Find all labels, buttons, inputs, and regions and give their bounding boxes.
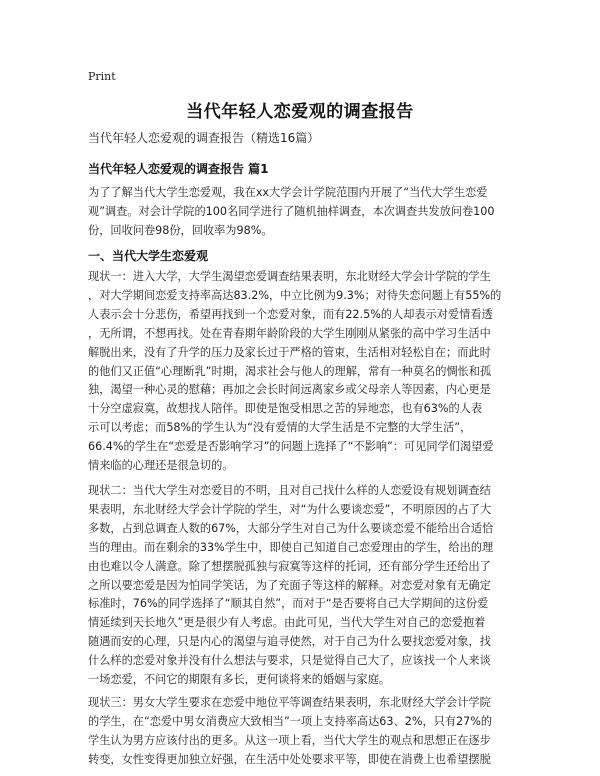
paragraph-line: 果表明，东北财经大学会计学院的学生，对“为什么要谈恋爱”，不明原因的占了大 xyxy=(88,502,492,516)
status-one-paragraph xyxy=(88,268,514,476)
paragraph-line: 解脱出来，没有了升学的压力及家长过于严格的管束，生活相对轻松自在；而此时 xyxy=(88,345,491,359)
paragraph-line: 一场恋爱，不问它的期限有多长，更何谈将来的婚姻与家庭。 xyxy=(88,673,391,687)
section-heading-part1: 当代年轻人恋爱观的调查报告 篇1 xyxy=(88,162,269,176)
paragraph-line: 示可以考虑；而58%的学生认为“没有爱情的大学生活是不完整的大学生活”， xyxy=(88,421,472,435)
print-label: Print xyxy=(88,70,116,83)
paragraph-line: 标准时，76%的同学选择了“顺其自然”，而对于“是否要将自己大学期间的这份爱 xyxy=(88,597,489,611)
paragraph-line: 之所以要恋爱是因为怕同学笑话，为了充面子等这样的解释。对恋爱对象有无确定 xyxy=(88,578,491,592)
paragraph-line: 情延续到天长地久”更是很少有人考虑。由此可见，当代大学生对自己的恋爱抱着 xyxy=(88,616,486,630)
paragraph-line: 什么样的恋爱对象并没有什么想法与要求，只是觉得自己大了，应该找一个人来谈 xyxy=(88,654,491,668)
paragraph-line: 为了了解当代大学生恋爱观，我在xx大学会计学院范围内开展了“当代大学生恋爱 xyxy=(88,186,488,199)
paragraph-line: 66.4%的学生在“恋爱是否影响学习”的问题上选择了“不影响”：可见同学们渴望爱 xyxy=(88,440,494,454)
paragraph-line: 份，回收问卷98份，回收率为98%。 xyxy=(88,223,273,237)
paragraph-line: 随遇而安的心理，只是内心的渴望与追寻使然，对于自己为什么要找恋爱对象，找 xyxy=(88,635,491,649)
paragraph-line: 转变，女性变得更加独立好强，在生活中处处要求平等，即使在消费上也希望摆脱 xyxy=(88,752,491,766)
paragraph-line: 的学生，在“恋爱中男女消费应大致相当”一项上支持率高达63、2%，只有27%的 xyxy=(88,714,493,728)
paragraph-line: 当的理由。而在剩余的33%学生中，即使自己知道自己恋爱理由的学生，给出的理 xyxy=(88,540,494,554)
paragraph-line: 学生认为男方应该付出的更多。从这一项上看，当代大学生的观点和思想正在逐步 xyxy=(88,733,491,747)
paragraph-line: 现状一：进入大学，大学生渴望恋爱调查结果表明，东北财经大学会计学院的学生 xyxy=(88,270,491,283)
status-two-paragraph xyxy=(88,482,514,690)
section-heading-attitudes: 一、当代大学生恋爱观 xyxy=(88,249,209,263)
status-three-paragraph xyxy=(88,694,514,770)
paragraph-line: 情来临的心理还是很急切的。 xyxy=(88,459,234,473)
paragraph-line: 多数，占到总调查人数的67%，大部分学生对自己为什么要谈恋爱不能给出合适恰 xyxy=(88,521,494,535)
document-title: 当代年轻人恋爱观的调查报告 xyxy=(186,102,414,122)
document-subtitle: 当代年轻人恋爱观的调查报告（精选16篇） xyxy=(88,131,320,145)
paragraph-line: 由也难以令人满意。除了想摆脱孤独与寂寞等这样的托词，还有部分学生还给出了 xyxy=(88,559,491,573)
paragraph-line: 现状二：当代大学生对恋爱目的不明，且对自己找什么样的人恋爱设有规划调查结 xyxy=(88,484,491,497)
paragraph-line: 独，渴望一种心灵的慰藉；再加之会长时间远离家乡或父母亲人等因素，内心更是 xyxy=(88,383,491,397)
paragraph-line: 人表示会十分悲伤，希望再找到一个恋爱对象，而有22.5%的人却表示对爱情看透 xyxy=(88,307,493,321)
paragraph-line: 现状三：男女大学生要求在恋爱中地位平等调查结果表明，东北财经大学会计学院 xyxy=(88,696,491,709)
paragraph-line: 的他们又正值“心理断乳”时期，渴求社会与他人的理解，常有一种莫名的惆怅和孤 xyxy=(88,364,492,378)
paragraph-line: 观”调查。对会计学院的100名同学进行了随机抽样调查，本次调查共发放问卷100 xyxy=(88,204,495,218)
paragraph-line: 十分空虚寂寞，故想找人陪伴。即使是饱受相思之苦的异地恋，也有63%的人表 xyxy=(88,402,483,416)
paragraph-line: ，对大学期间恋爱支持率高达83.2%，中立比例为9.3%；对待失恋问题上有55%的 xyxy=(88,288,502,302)
paragraph-line: ，无所谓，不想再找。处在青春期年龄阶段的大学生刚刚从紧张的高中学习生活中 xyxy=(88,326,491,340)
intro-paragraph xyxy=(88,184,514,241)
